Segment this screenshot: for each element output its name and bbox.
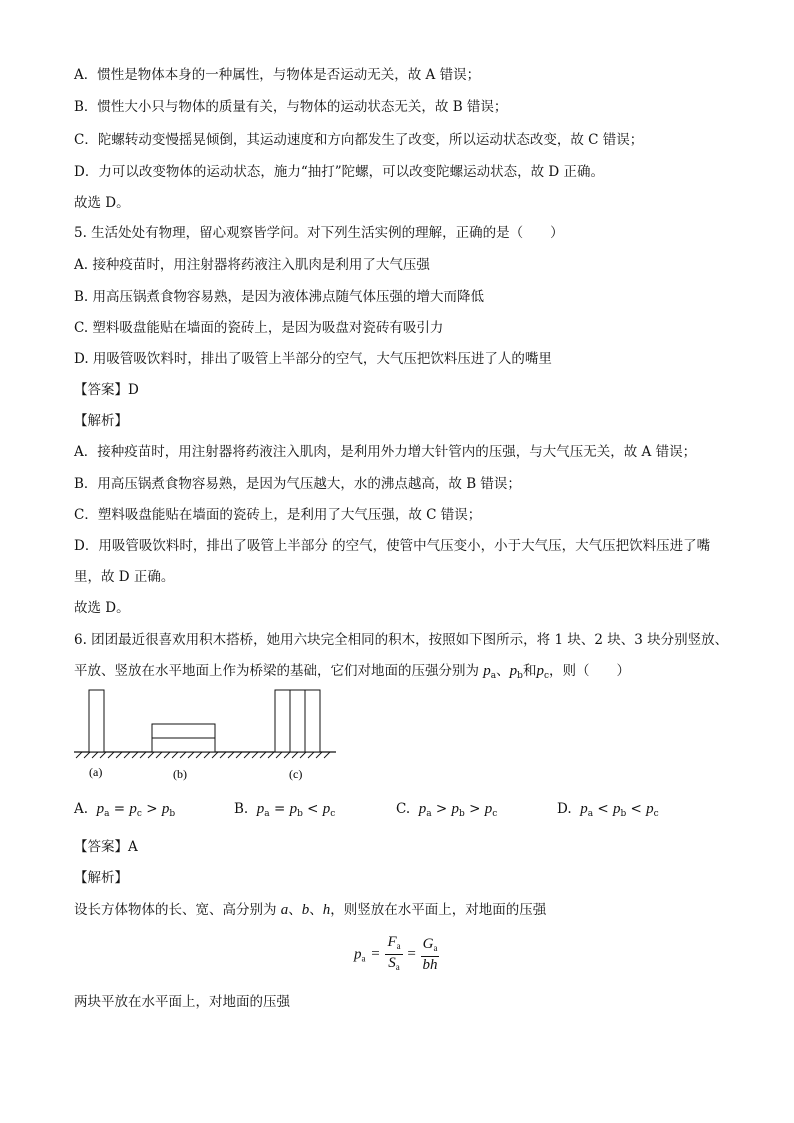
q5-option-a: A. 接种疫苗时，用注射器将药液注入肌肉是利用了大气压强 [74,257,430,273]
q6-dimension-symbols: a、b、h [280,902,331,918]
q5-choose: 故选 D。 [74,600,130,616]
q4-analysis-d: D．力可以改变物体的运动状态，施力“抽打”陀螺，可以改变陀螺运动状态，故 D 正确。 [74,164,605,180]
block-b-bottom [152,738,215,752]
fig-label-c: (c) [289,767,303,781]
q5-analysis-a: A．接种疫苗时，用注射器将药液注入肌肉，是利用外力增大针管内的压强，与大气压无关，故 A 错误； [74,444,697,460]
q6-stem-line2 [74,662,630,685]
q6-last-line: 两块平放在水平面上，对地面的压强 [74,994,290,1010]
block-c-3 [305,690,320,752]
q4-analysis-c: C．陀螺转动变慢摇晃倾倒，其运动速度和方向都发生了改变，所以运动状态改变，故 C 错误； [74,132,644,148]
q5-option-d: D. 用吸管吸饮料时，排出了吸管上半部分的空气，大气压把饮料压进了人的嘴里 [74,351,552,367]
q6-stem-line2-pre: 平放、竖放在水平地面上作为桥梁的基础，它们对地面的压强分别为 [74,663,479,679]
q5-option-b: B. 用高压锅煮食物容易熟，是因为液体沸点随气体压强的增大而降低 [74,289,485,305]
q4-analysis-a: A．惯性是物体本身的一种属性，与物体是否运动无关，故 A 错误； [74,67,481,83]
q5-option-c: C. 塑料吸盘能贴在墙面的瓷砖上，是因为吸盘对瓷砖有吸引力 [74,320,444,336]
q5-analysis-b: B．用高压锅煮食物容易熟，是因为气压越大，水的沸点越高，故 B 错误； [74,476,521,492]
q4-choose: 故选 D。 [74,195,130,211]
q5-analysis-d: D．用吸管吸饮料时，排出了吸管上半部分 的空气，使管中气压变小，小于大气压，大气压把饮料压进了嘴 [74,538,711,554]
fig-label-a: (a) [89,765,103,779]
block-c-1 [275,690,290,752]
q6-stem-line1: 6. 团团最近很喜欢用积木搭桥，她用六块完全相同的积木，按照如下图所示，将 1 块、2 块、3 块分别竖放、 [74,632,729,648]
q6-pressure-symbols: $p_a$、$p_b$和$p_c$ [483,663,549,681]
q6-option-c: C. $p_a > p_b > p_c$ [396,801,498,819]
q6-option-b: B. $p_a = p_b < p_c$ [234,801,336,819]
q6-analysis-post: ，则竖放在水平面上，对地面的压强 [330,902,547,918]
block-a [89,690,104,752]
q6-option-a: A. $p_a = p_c > p_b$ [74,801,176,819]
q6-pressure-formula: $p_a$ = $\frac{F_a}{S_a}$ = $\frac{G_a}{bh}$ [354,934,438,973]
q5-analysis-d-cont: 里，故 D 正确。 [74,569,175,585]
q6-answer: 【答案】A [74,839,138,855]
q5-analysis-c: C．塑料吸盘能贴在墙面的瓷砖上，是利用了大气压强，故 C 错误； [74,507,482,523]
q6-option-d: D. $p_a < p_b < p_c$ [557,801,659,819]
fig-label-b: (b) [173,767,187,781]
q5-answer: 【答案】D [74,382,139,398]
block-b-top [152,724,215,738]
q6-analysis-line [74,901,546,919]
q6-block-figure [72,686,342,786]
q5-analysis-label: 【解析】 [74,413,128,429]
q6-analysis-label: 【解析】 [74,870,128,886]
block-c-2 [290,690,305,752]
q6-analysis-pre: 设长方体物体的长、宽、高分别为 [74,902,277,918]
q5-stem: 5. 生活处处有物理，留心观察皆学问。对下列生活实例的理解，正确的是（ ） [74,225,564,241]
q4-analysis-b: B．惯性大小只与物体的质量有关，与物体的运动状态无关，故 B 错误； [74,99,508,115]
q6-stem-line2-post: ，则（ ） [548,663,630,679]
